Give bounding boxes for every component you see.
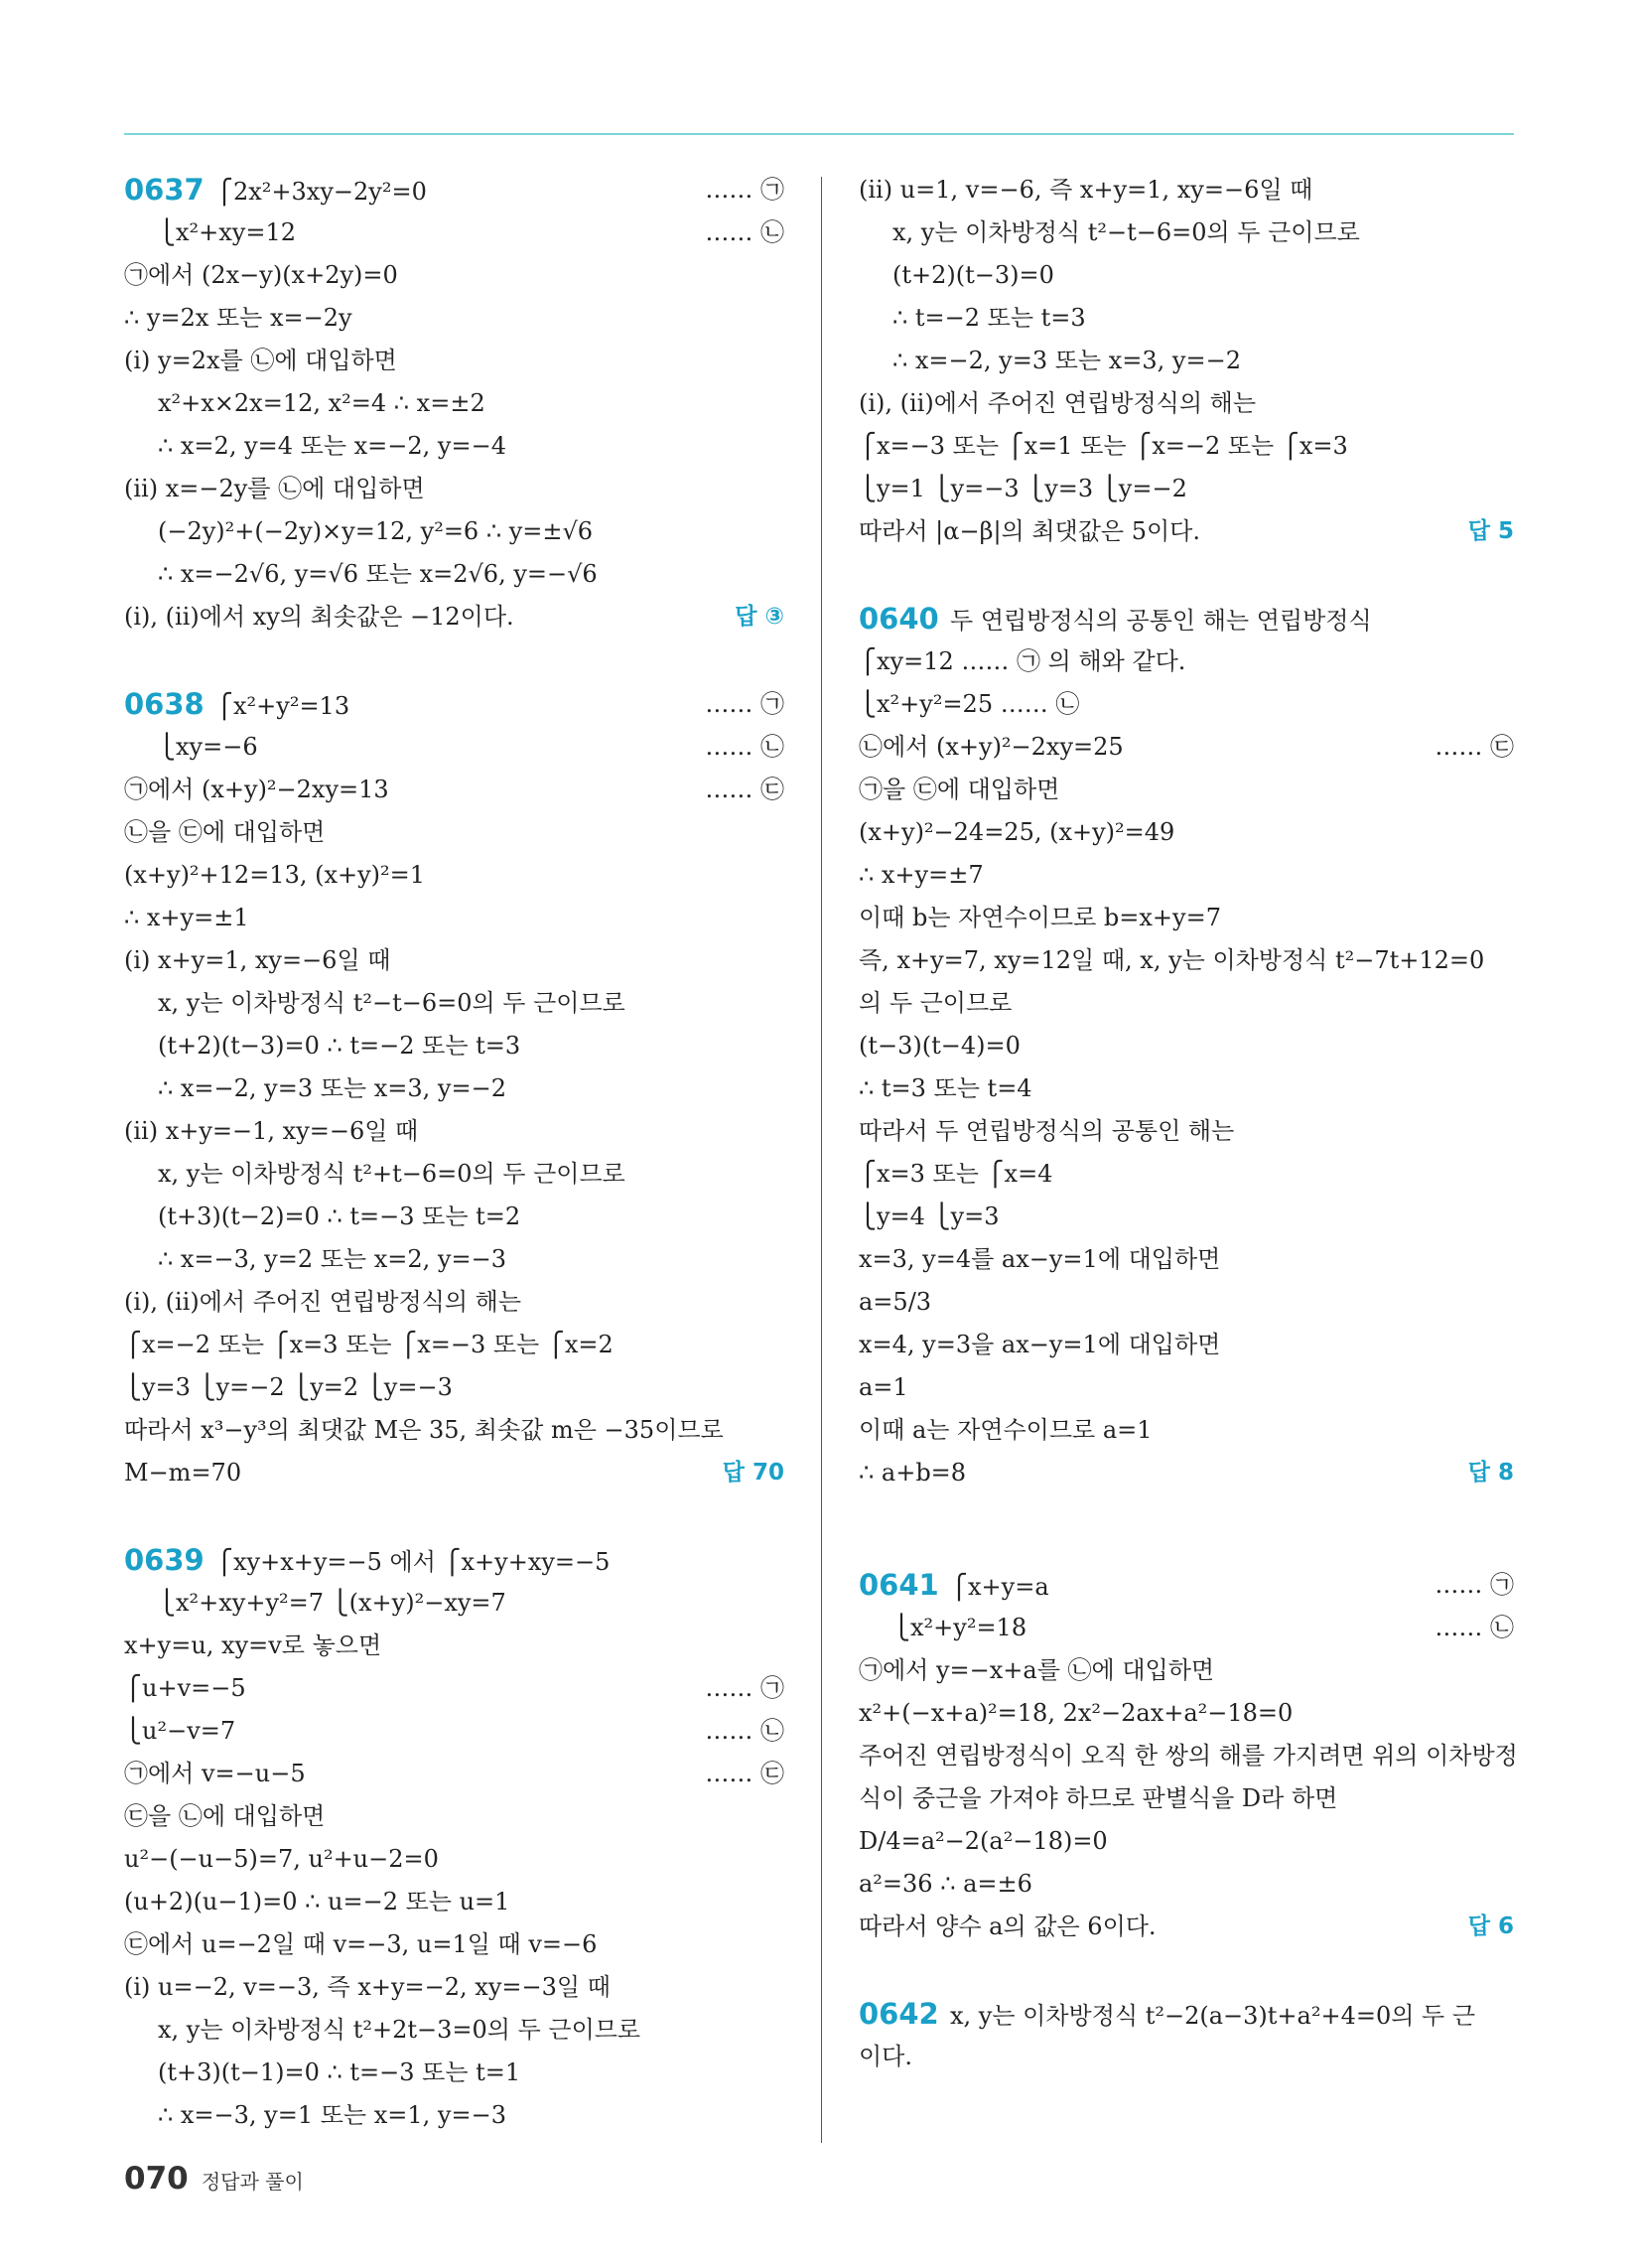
solution-line xyxy=(124,553,784,596)
solution-line xyxy=(859,340,1514,382)
math-text: ∴ t=−2 또는 t=3 xyxy=(892,304,1086,332)
math-text: ㉢에서 u=−2일 때 v=−3, u=1일 때 v=−6 xyxy=(124,1930,598,1958)
left-column xyxy=(124,169,784,2137)
math-text: (ⅱ) u=1, v=−6, 즉 x+y=1, xy=−6일 때 xyxy=(859,176,1313,204)
solution-line xyxy=(859,2036,1514,2078)
solution-line xyxy=(124,2052,784,2094)
solution-line xyxy=(124,212,784,254)
solution-line xyxy=(124,1795,784,1838)
equation-tag: …… ㉠ xyxy=(705,176,784,204)
math-text: 식이 중근을 가져야 하므로 판별식을 D라 하면 xyxy=(859,1784,1338,1812)
math-text: 따라서 양수 a의 값은 6이다. xyxy=(859,1913,1157,1940)
math-text: ⎩x²+xy=12 xyxy=(158,218,297,246)
solution-line xyxy=(124,468,784,510)
right-column xyxy=(859,169,1518,2078)
solution-line xyxy=(859,1324,1514,1366)
solution-line xyxy=(124,897,784,939)
math-text: x=3, y=4를 ax−y=1에 대입하면 xyxy=(859,1245,1221,1273)
solution-line xyxy=(124,382,784,425)
math-text: ⎧x²+y²=13 xyxy=(215,692,350,720)
solution-line xyxy=(859,1452,1514,1494)
solution-line xyxy=(859,297,1514,340)
math-text: ㉡에서 (x+y)²−2xy=25 xyxy=(859,733,1124,761)
math-text: ⎧u+v=−5 xyxy=(124,1674,246,1702)
math-text: ⎧x=−3 또는 ⎧x=1 또는 ⎧x=−2 또는 ⎧x=3 xyxy=(859,432,1348,460)
solution-line xyxy=(124,939,784,982)
math-text: ⎩x²+y²=18 xyxy=(892,1614,1027,1641)
math-text: (ⅰ), (ⅱ)에서 주어진 연립방정식의 해는 xyxy=(859,389,1257,417)
solution-line xyxy=(859,726,1514,769)
solution-line xyxy=(859,854,1514,897)
solution-line xyxy=(124,854,784,897)
math-text: ㉠에서 (x+y)²−2xy=13 xyxy=(124,776,389,803)
solution-line xyxy=(859,1863,1514,1906)
solution-line xyxy=(859,683,1514,726)
math-text: (ⅰ) u=−2, v=−3, 즉 x+y=−2, xy=−3일 때 xyxy=(124,1973,611,2001)
math-text: x, y는 이차방정식 t²+t−6=0의 두 근이므로 xyxy=(158,1160,625,1188)
math-text: ㉠에서 v=−u−5 xyxy=(124,1760,306,1787)
equation-tag: …… ㉢ xyxy=(1435,733,1514,761)
solution-line xyxy=(859,1238,1514,1281)
math-text: (t+3)(t−1)=0 ∴ t=−3 또는 t=1 xyxy=(158,2058,521,2086)
section-gap xyxy=(859,553,1514,598)
solution-line xyxy=(124,596,784,638)
answer-label: 답 8 xyxy=(1467,1460,1514,1486)
solution-line xyxy=(124,1582,784,1625)
solution-line xyxy=(124,1753,784,1795)
solution-line xyxy=(124,726,784,769)
solution-line xyxy=(859,1906,1514,1948)
problem-number: 0638 xyxy=(124,687,205,721)
solution-line xyxy=(859,982,1514,1025)
math-text: x²+x×2x=12, x²=4 ∴ x=±2 xyxy=(158,389,485,417)
math-text: ⎧x+y=a xyxy=(950,1573,1049,1601)
solution-line xyxy=(124,1452,784,1494)
answer-label: 답 ③ xyxy=(735,604,784,630)
math-text: ⎩x²+xy+y²=7 ⎩(x+y)²−xy=7 xyxy=(158,1589,506,1617)
math-text: ⎧x=3 또는 ⎧x=4 xyxy=(859,1160,1053,1188)
answer-label: 답 70 xyxy=(722,1460,784,1486)
problem-header xyxy=(859,1993,1514,2036)
solution-line xyxy=(124,297,784,340)
solution-line xyxy=(124,2009,784,2052)
solution-line xyxy=(124,1025,784,1067)
math-text: ∴ x+y=±7 xyxy=(859,861,984,889)
solution-line xyxy=(124,1710,784,1753)
math-text: ⎧2x²+3xy−2y²=0 xyxy=(215,178,427,206)
solution-line xyxy=(859,254,1514,297)
answer-label: 답 5 xyxy=(1467,518,1514,544)
math-text: ㉠을 ㉢에 대입하면 xyxy=(859,776,1060,803)
math-text: x, y는 이차방정식 t²+2t−3=0의 두 근이므로 xyxy=(158,2016,641,2044)
solution-line xyxy=(859,1025,1514,1067)
math-text: ㉢을 ㉡에 대입하면 xyxy=(124,1802,326,1830)
solution-line xyxy=(859,1281,1514,1324)
solution-line xyxy=(124,1110,784,1153)
solution-line xyxy=(859,510,1514,553)
math-text: ∴ x+y=±1 xyxy=(124,904,249,931)
math-text: ∴ x=−3, y=1 또는 x=1, y=−3 xyxy=(158,2101,506,2129)
math-text: (ⅱ) x+y=−1, xy=−6일 때 xyxy=(124,1117,419,1145)
section-gap xyxy=(859,1948,1514,1993)
solution-line xyxy=(859,1735,1518,1777)
solution-line xyxy=(124,1923,784,1966)
solution-line xyxy=(859,1366,1514,1409)
math-text: x, y는 이차방정식 t²−t−6=0의 두 근이므로 xyxy=(892,218,1360,246)
solution-line xyxy=(859,1110,1514,1153)
math-text: x, y는 이차방정식 t²−2(a−3)t+a²+4=0의 두 근 xyxy=(950,2002,1476,2030)
equation-tag: …… ㉡ xyxy=(705,733,784,761)
solution-line xyxy=(124,811,784,854)
math-text: ∴ a+b=8 xyxy=(859,1459,967,1487)
solution-line xyxy=(124,1409,784,1452)
math-text: a=5/3 xyxy=(859,1288,932,1316)
math-text: ⎩y=4 ⎩y=3 xyxy=(859,1203,1000,1230)
solution-line xyxy=(859,1067,1514,1110)
math-text: (x+y)²+12=13, (x+y)²=1 xyxy=(124,861,426,889)
solution-line xyxy=(859,1607,1514,1649)
math-text: 따라서 |α−β|의 최댓값은 5이다. xyxy=(859,517,1200,545)
solution-line xyxy=(124,510,784,553)
math-text: 두 연립방정식의 공통인 해는 연립방정식 xyxy=(950,607,1372,635)
math-text: x=4, y=3을 ax−y=1에 대입하면 xyxy=(859,1331,1221,1358)
math-text: D/4=a²−2(a²−18)=0 xyxy=(859,1827,1108,1855)
math-text: ⎧xy=12 …… ㉠ 의 해와 같다. xyxy=(859,647,1186,675)
math-text: (ⅱ) x=−2y를 ㉡에 대입하면 xyxy=(124,475,425,502)
solution-line xyxy=(859,1196,1514,1238)
solution-line xyxy=(124,425,784,468)
solution-line xyxy=(124,1667,784,1710)
math-text: ㉠에서 y=−x+a를 ㉡에 대입하면 xyxy=(859,1656,1215,1684)
math-text: ∴ x=−2, y=3 또는 x=3, y=−2 xyxy=(892,347,1241,374)
math-text: (ⅰ) y=2x를 ㉡에 대입하면 xyxy=(124,347,397,374)
math-text: (ⅰ), (ⅱ)에서 주어진 연립방정식의 해는 xyxy=(124,1288,522,1316)
equation-tag: …… ㉠ xyxy=(705,690,784,718)
solution-line xyxy=(859,169,1514,212)
problem-number: 0641 xyxy=(859,1568,939,1602)
math-text: ⎩x²+y²=25 …… ㉡ xyxy=(859,690,1080,718)
solution-line xyxy=(859,1153,1514,1196)
solution-line xyxy=(859,382,1514,425)
math-text: 따라서 x³−y³의 최댓값 M은 35, 최솟값 m은 −35이므로 xyxy=(124,1416,724,1444)
section-gap xyxy=(124,1494,784,1539)
math-text: (x+y)²−24=25, (x+y)²=49 xyxy=(859,818,1175,846)
problem-header xyxy=(124,1539,784,1582)
math-text: a²=36 ∴ a=±6 xyxy=(859,1870,1032,1898)
math-text: ⎩xy=−6 xyxy=(158,733,258,761)
math-text: (t+3)(t−2)=0 ∴ t=−3 또는 t=2 xyxy=(158,1203,521,1230)
problem-number: 0637 xyxy=(124,173,205,207)
equation-tag: …… ㉡ xyxy=(705,1717,784,1745)
section-gap xyxy=(124,638,784,683)
math-text: (ⅰ), (ⅱ)에서 xy의 최솟값은 −12이다. xyxy=(124,603,514,631)
solution-line xyxy=(124,1196,784,1238)
math-text: ∴ x=2, y=4 또는 x=−2, y=−4 xyxy=(158,432,506,460)
solution-line xyxy=(124,1366,784,1409)
equation-tag: …… ㉢ xyxy=(705,1760,784,1787)
answer-label: 답 6 xyxy=(1467,1914,1514,1939)
equation-tag: …… ㉡ xyxy=(705,218,784,246)
solution-line xyxy=(124,340,784,382)
math-text: (t+2)(t−3)=0 ∴ t=−2 또는 t=3 xyxy=(158,1032,521,1060)
math-text: ∴ x=−2√6, y=√6 또는 x=2√6, y=−√6 xyxy=(158,560,598,588)
footer-label: 정답과 풀이 xyxy=(201,2170,304,2194)
header-rule xyxy=(124,133,1514,135)
math-text: ⎩y=1 ⎩y=−3 ⎩y=3 ⎩y=−2 xyxy=(859,475,1187,502)
solution-line xyxy=(124,1281,784,1324)
solution-line xyxy=(124,1153,784,1196)
problem-number: 0640 xyxy=(859,602,939,636)
math-text: 주어진 연립방정식이 오직 한 쌍의 해를 가지려면 위의 이차방정 xyxy=(859,1742,1518,1770)
math-text: 이때 b는 자연수이므로 b=x+y=7 xyxy=(859,904,1221,931)
column-divider xyxy=(821,177,822,2143)
solution-line xyxy=(124,2094,784,2137)
math-text: u²−(−u−5)=7, u²+u−2=0 xyxy=(124,1845,439,1873)
solution-line xyxy=(124,1966,784,2009)
math-text: ∴ t=3 또는 t=4 xyxy=(859,1074,1032,1102)
math-text: 즉, x+y=7, xy=12일 때, x, y는 이차방정식 t²−7t+12=0 xyxy=(859,946,1485,974)
equation-tag: …… ㉡ xyxy=(1435,1614,1514,1641)
equation-tag: …… ㉠ xyxy=(1435,1571,1514,1599)
math-text: x, y는 이차방정식 t²−t−6=0의 두 근이므로 xyxy=(158,989,625,1017)
problem-number: 0639 xyxy=(124,1543,205,1577)
math-text: M−m=70 xyxy=(124,1459,242,1487)
solution-line xyxy=(859,212,1514,254)
solution-line xyxy=(124,982,784,1025)
math-text: (u+2)(u−1)=0 ∴ u=−2 또는 u=1 xyxy=(124,1888,510,1915)
math-text: 따라서 두 연립방정식의 공통인 해는 xyxy=(859,1117,1235,1145)
problem-header xyxy=(859,1564,1514,1607)
math-text: x²+(−x+a)²=18, 2x²−2ax+a²−18=0 xyxy=(859,1699,1294,1727)
math-text: ㉠에서 (2x−y)(x+2y)=0 xyxy=(124,261,398,289)
equation-tag: …… ㉠ xyxy=(705,1674,784,1702)
problem-header xyxy=(859,598,1514,640)
math-text: ⎧x=−2 또는 ⎧x=3 또는 ⎧x=−3 또는 ⎧x=2 xyxy=(124,1331,614,1358)
solution-line xyxy=(859,939,1514,982)
math-text: 의 두 근이므로 xyxy=(859,989,1013,1017)
math-text: ⎩y=3 ⎩y=−2 ⎩y=2 ⎩y=−3 xyxy=(124,1373,453,1401)
solution-line xyxy=(859,1820,1514,1863)
solution-line xyxy=(859,468,1514,510)
math-text: (−2y)²+(−2y)×y=12, y²=6 ∴ y=±√6 xyxy=(158,517,594,545)
solution-line xyxy=(859,425,1514,468)
math-text: (t+2)(t−3)=0 xyxy=(892,261,1054,289)
section-gap xyxy=(859,1494,1514,1564)
solution-line xyxy=(859,769,1514,811)
solution-line xyxy=(859,897,1514,939)
math-text: 이때 a는 자연수이므로 a=1 xyxy=(859,1416,1153,1444)
solution-line xyxy=(859,1649,1514,1692)
math-text: ∴ x=−2, y=3 또는 x=3, y=−2 xyxy=(158,1074,506,1102)
math-text: ㉡을 ㉢에 대입하면 xyxy=(124,818,326,846)
solution-line xyxy=(859,1409,1514,1452)
math-text: a=1 xyxy=(859,1373,908,1401)
math-text: (ⅰ) x+y=1, xy=−6일 때 xyxy=(124,946,391,974)
solution-line xyxy=(859,811,1514,854)
solution-line xyxy=(124,1324,784,1366)
solution-line xyxy=(124,1881,784,1923)
solution-line xyxy=(859,1692,1514,1735)
math-text: ⎩u²−v=7 xyxy=(124,1717,236,1745)
solution-line xyxy=(859,1777,1514,1820)
page-footer xyxy=(124,2161,304,2197)
problem-header xyxy=(124,169,784,212)
equation-tag: …… ㉢ xyxy=(705,776,784,803)
solution-line xyxy=(859,640,1514,683)
solution-line xyxy=(124,1238,784,1281)
math-text: ⎧xy+x+y=−5 에서 ⎧x+y+xy=−5 xyxy=(215,1548,611,1576)
math-text: 이다. xyxy=(859,2043,912,2070)
problem-header xyxy=(124,683,784,726)
solution-line xyxy=(124,1067,784,1110)
math-text: x+y=u, xy=v로 놓으면 xyxy=(124,1631,382,1659)
page-number: 070 xyxy=(124,2161,189,2197)
solution-line xyxy=(124,1625,784,1667)
math-text: ∴ y=2x 또는 x=−2y xyxy=(124,304,352,332)
solution-line xyxy=(124,254,784,297)
solution-line xyxy=(124,769,784,811)
problem-number: 0642 xyxy=(859,1997,939,2031)
math-text: ∴ x=−3, y=2 또는 x=2, y=−3 xyxy=(158,1245,506,1273)
math-text: (t−3)(t−4)=0 xyxy=(859,1032,1021,1060)
solution-line xyxy=(124,1838,784,1881)
